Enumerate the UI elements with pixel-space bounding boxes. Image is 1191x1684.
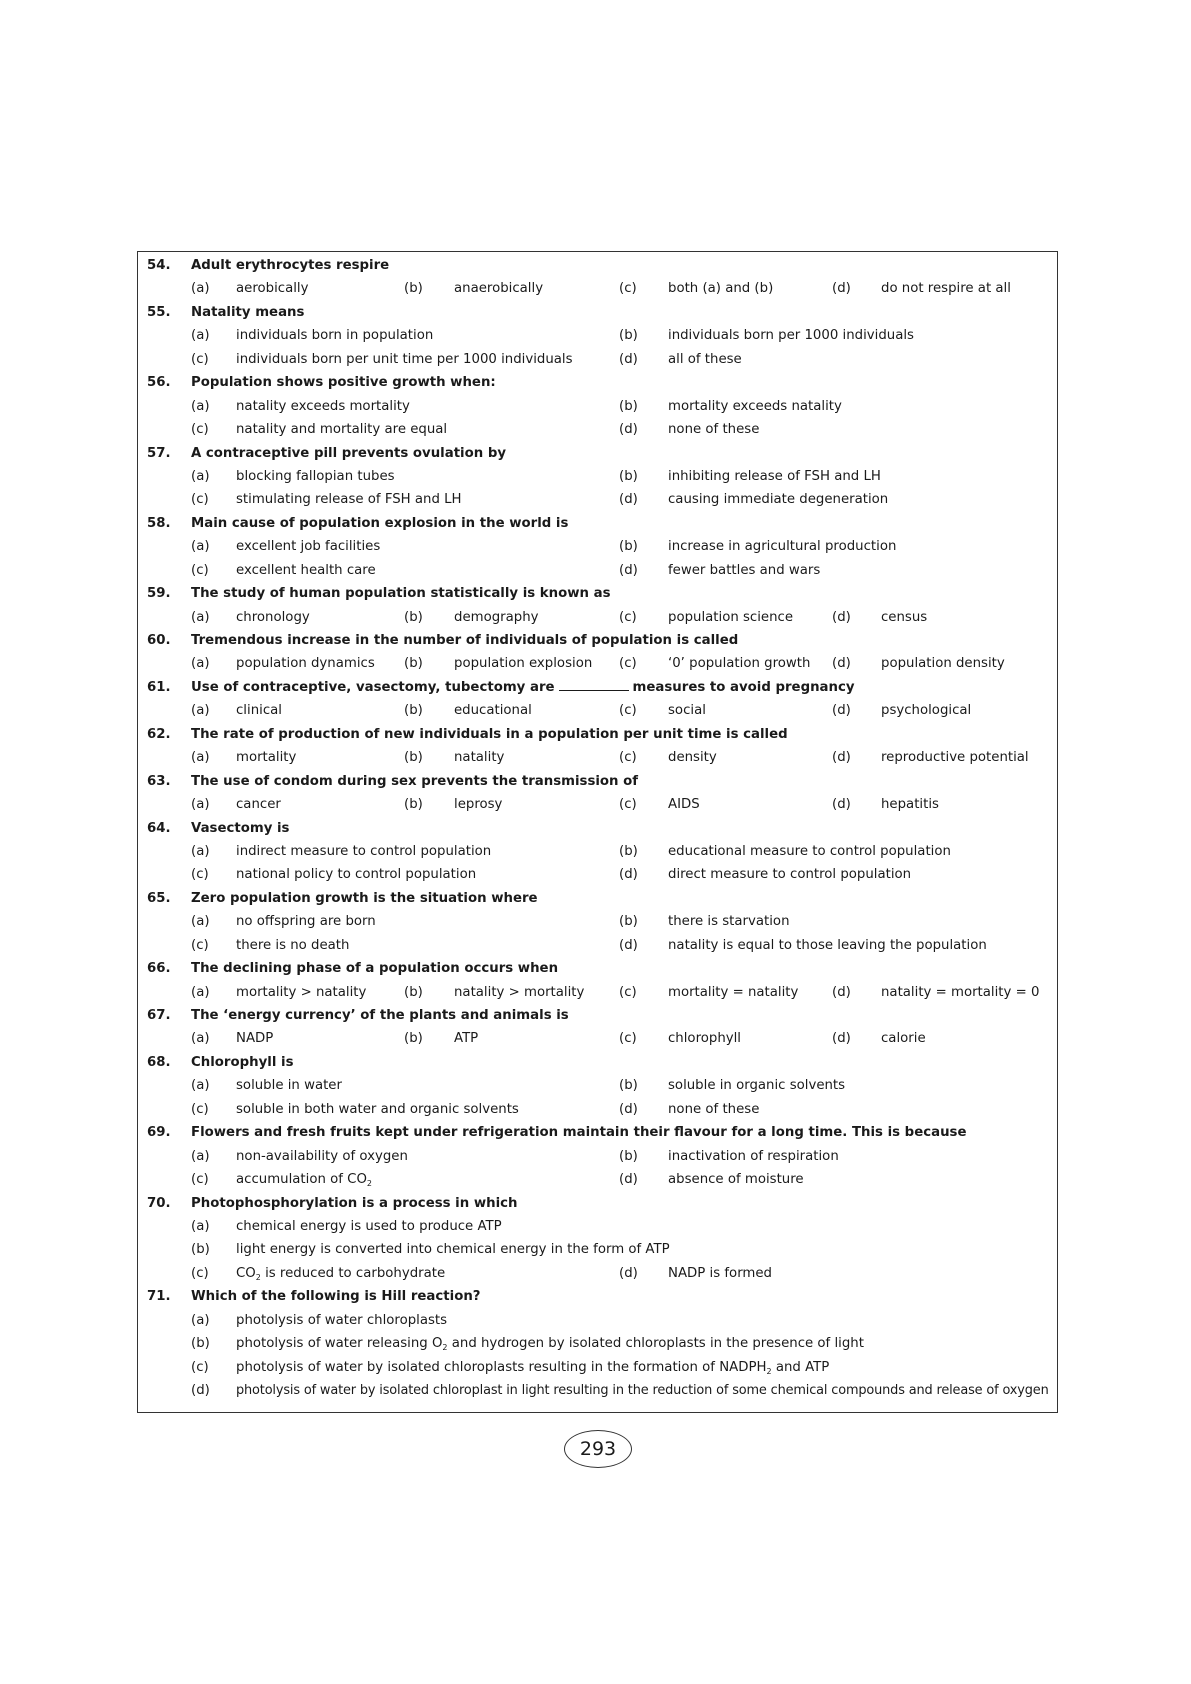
options-row: [138, 1379, 1057, 1402]
question-68: [138, 1051, 1057, 1074]
option-label: (b): [619, 398, 638, 414]
option-text: educational measure to control population: [668, 843, 951, 859]
option-label: (c): [191, 937, 209, 953]
question-70: [138, 1192, 1057, 1215]
option-text: population science: [668, 609, 794, 625]
option-text: no offspring are born: [236, 914, 376, 930]
question-list: [138, 254, 1057, 1402]
option-text: ‘0’ population growth: [668, 656, 811, 672]
options-row: [138, 1145, 1057, 1168]
option-text: social: [668, 703, 706, 719]
question-text: Chlorophyll is: [191, 1054, 294, 1070]
option-label: (c): [191, 1172, 209, 1188]
option-text: non-availability of oxygen: [236, 1148, 408, 1164]
option-text: individuals born in population: [236, 328, 434, 344]
options-row: [138, 606, 1057, 629]
option-text: anaerobically: [454, 281, 544, 297]
question-number: 66.: [147, 961, 171, 977]
fill-blank: [559, 676, 629, 691]
options-row: [138, 1238, 1057, 1261]
options-row: [138, 699, 1057, 722]
options-row: [138, 793, 1057, 816]
option-label: (c): [619, 797, 637, 813]
option-label: (c): [191, 867, 209, 883]
question-60: [138, 629, 1057, 652]
option-label: (c): [619, 656, 637, 672]
option-text: none of these: [668, 1101, 760, 1117]
option-text: [236, 1168, 372, 1191]
question-66: [138, 957, 1057, 980]
option-text: there is no death: [236, 937, 350, 953]
option-label: (d): [619, 1172, 638, 1188]
subscript: 2: [255, 1272, 261, 1282]
options-row: [138, 559, 1057, 582]
option-text: chemical energy is used to produce ATP: [236, 1218, 502, 1234]
options-row: [138, 1309, 1057, 1332]
options-row: [138, 934, 1057, 957]
option-label: (c): [191, 351, 209, 367]
option-label: (b): [619, 914, 638, 930]
option-text: excellent health care: [236, 562, 376, 578]
subscript: 2: [766, 1366, 772, 1376]
option-text: none of these: [668, 422, 760, 438]
option-label: (c): [619, 609, 637, 625]
option-label: (b): [404, 1031, 423, 1047]
question-54: [138, 254, 1057, 277]
option-text: natality > mortality: [454, 984, 585, 1000]
option-text: there is starvation: [668, 914, 790, 930]
question-number: 71.: [147, 1289, 171, 1305]
option-label: (a): [191, 843, 210, 859]
option-text: mortality: [236, 750, 297, 766]
question-text: Natality means: [191, 304, 305, 320]
option-text: all of these: [668, 351, 742, 367]
option-label: (b): [191, 1242, 210, 1258]
question-text: The use of condom during sex prevents the transmission of: [191, 773, 639, 789]
option-text: natality = mortality = 0: [881, 984, 1040, 1000]
option-label: (c): [619, 1031, 637, 1047]
option-text: national policy to control population: [236, 867, 477, 883]
options-row: [138, 1215, 1057, 1238]
option-text: aerobically: [236, 281, 309, 297]
option-label: (a): [191, 703, 210, 719]
option-label: (b): [619, 539, 638, 555]
question-text: The study of human population statistically is known as: [191, 586, 611, 602]
option-text: hepatitis: [881, 797, 939, 813]
question-62: [138, 723, 1057, 746]
option-text: fewer battles and wars: [668, 562, 821, 578]
option-label: (d): [832, 750, 851, 766]
options-row: [138, 1356, 1057, 1379]
option-text: indirect measure to control population: [236, 843, 492, 859]
option-text: photolysis of water by isolated chloroplast in light resulting in the reduction of some chemical compounds and release of oxygen: [236, 1383, 1049, 1398]
question-text: Adult erythrocytes respire: [191, 258, 390, 273]
option-text: excellent job facilities: [236, 539, 381, 555]
options-row: [138, 840, 1057, 863]
option-label: (c): [191, 1265, 209, 1281]
option-text: calorie: [881, 1031, 926, 1047]
question-61: [138, 676, 1057, 699]
option-text: blocking fallopian tubes: [236, 468, 395, 484]
option-label: (a): [191, 1312, 210, 1328]
option-label: (a): [191, 609, 210, 625]
option-label: (a): [191, 1078, 210, 1094]
option-text: soluble in organic solvents: [668, 1078, 846, 1094]
option-label: (a): [191, 1031, 210, 1047]
option-label: (b): [619, 1148, 638, 1164]
option-text-part: is reduced to carbohydrate: [260, 1265, 446, 1281]
options-row: [138, 395, 1057, 418]
option-text-part: photolysis of water releasing O: [236, 1336, 443, 1352]
question-number: 69.: [147, 1125, 171, 1141]
option-label: (d): [619, 562, 638, 578]
question-text-before: Use of contraceptive, vasectomy, tubectomy are: [191, 679, 555, 695]
option-text: NADP: [236, 1031, 274, 1047]
question-text: [191, 676, 855, 699]
option-label: (c): [619, 750, 637, 766]
option-text: leprosy: [454, 797, 503, 813]
question-number: 61.: [147, 679, 171, 695]
question-65: [138, 887, 1057, 910]
option-label: (a): [191, 281, 210, 297]
options-row: [138, 910, 1057, 933]
options-row: [138, 1262, 1057, 1285]
options-row: [138, 1027, 1057, 1050]
option-text-part: accumulation of CO: [236, 1172, 367, 1188]
question-text-after: measures to avoid pregnancy: [632, 679, 855, 695]
option-label: (d): [619, 867, 638, 883]
option-label: (d): [619, 937, 638, 953]
question-number: 58.: [147, 515, 171, 531]
option-text: reproductive potential: [881, 750, 1029, 766]
options-row: [138, 488, 1057, 511]
option-label: (b): [404, 281, 423, 297]
option-label: (a): [191, 1148, 210, 1164]
option-label: (a): [191, 398, 210, 414]
options-row: [138, 1074, 1057, 1097]
option-label: (c): [619, 703, 637, 719]
question-text: Vasectomy is: [191, 820, 290, 836]
question-text: Photophosphorylation is a process in which: [191, 1195, 518, 1211]
question-63: [138, 770, 1057, 793]
question-text: Population shows positive growth when:: [191, 375, 496, 391]
option-label: (a): [191, 468, 210, 484]
option-text: do not respire at all: [881, 281, 1011, 297]
option-text: direct measure to control population: [668, 867, 912, 883]
option-label: (b): [404, 984, 423, 1000]
option-text: educational: [454, 703, 532, 719]
question-number: 55.: [147, 304, 171, 320]
option-text: absence of moisture: [668, 1172, 804, 1188]
options-row: [138, 746, 1057, 769]
option-text: AIDS: [668, 797, 700, 813]
question-69: [138, 1121, 1057, 1144]
option-text: natality and mortality are equal: [236, 422, 448, 438]
option-text: census: [881, 609, 928, 625]
option-label: (a): [191, 1218, 210, 1234]
option-text: demography: [454, 609, 539, 625]
option-label: (d): [832, 609, 851, 625]
subscript: 2: [442, 1343, 448, 1353]
option-label: (d): [832, 1031, 851, 1047]
question-text: Zero population growth is the situation where: [191, 890, 538, 906]
question-number: 59.: [147, 586, 171, 602]
question-number: 62.: [147, 726, 171, 742]
option-text: ATP: [454, 1031, 479, 1047]
option-text: density: [668, 750, 717, 766]
question-64: [138, 817, 1057, 840]
question-59: [138, 582, 1057, 605]
options-row: [138, 1332, 1057, 1355]
option-text: causing immediate degeneration: [668, 492, 889, 508]
option-label: (c): [191, 1101, 209, 1117]
option-text: mortality = natality: [668, 984, 799, 1000]
option-label: (c): [191, 562, 209, 578]
option-label: (d): [619, 1101, 638, 1117]
option-label: (d): [619, 1265, 638, 1281]
option-text-part: and ATP: [771, 1359, 830, 1375]
question-number: 68.: [147, 1054, 171, 1070]
option-label: (b): [404, 609, 423, 625]
question-number: 54.: [147, 258, 171, 273]
option-label: (d): [832, 984, 851, 1000]
option-label: (b): [191, 1336, 210, 1352]
option-label: (c): [191, 1359, 209, 1375]
option-label: (c): [191, 422, 209, 438]
questions-box: [137, 251, 1058, 1413]
option-label: (b): [619, 1078, 638, 1094]
option-text: population density: [881, 656, 1005, 672]
options-row: [138, 465, 1057, 488]
option-text: natality is equal to those leaving the population: [668, 937, 987, 953]
question-text: The ‘energy currency’ of the plants and animals is: [191, 1008, 569, 1023]
option-text: individuals born per unit time per 1000 individuals: [236, 351, 573, 367]
option-text: NADP is formed: [668, 1265, 772, 1281]
option-text: soluble in both water and organic solvents: [236, 1101, 519, 1117]
option-text-part: photolysis of water by isolated chloroplasts resulting in the formation of NADPH: [236, 1359, 767, 1375]
option-text: mortality exceeds natality: [668, 398, 842, 414]
option-label: (b): [619, 468, 638, 484]
question-text: Flowers and fresh fruits kept under refrigeration maintain their flavour for a long time. This is because: [191, 1125, 967, 1141]
options-row: [138, 863, 1057, 886]
option-text: light energy is converted into chemical energy in the form of ATP: [236, 1242, 670, 1258]
option-label: (a): [191, 656, 210, 672]
option-label: (a): [191, 328, 210, 344]
option-text: population explosion: [454, 656, 593, 672]
question-58: [138, 512, 1057, 535]
options-row: [138, 277, 1057, 300]
option-label: (a): [191, 914, 210, 930]
option-label: (b): [619, 328, 638, 344]
option-text: clinical: [236, 703, 282, 719]
option-text: natality exceeds mortality: [236, 398, 410, 414]
option-text: inhibiting release of FSH and LH: [668, 468, 881, 484]
subscript: 2: [366, 1179, 373, 1189]
question-number: 65.: [147, 890, 171, 906]
option-label: (a): [191, 750, 210, 766]
option-text: photolysis of water chloroplasts: [236, 1312, 448, 1328]
option-label: (d): [832, 656, 851, 672]
question-number: 56.: [147, 375, 171, 391]
option-text: [236, 1332, 864, 1355]
question-56: [138, 371, 1057, 394]
option-label: (c): [191, 492, 209, 508]
option-text: soluble in water: [236, 1078, 342, 1094]
question-text: Which of the following is Hill reaction?: [191, 1289, 481, 1305]
option-text: cancer: [236, 797, 281, 813]
option-label: (b): [404, 797, 423, 813]
options-row: [138, 418, 1057, 441]
option-label: (d): [832, 703, 851, 719]
option-text: increase in agricultural production: [668, 539, 897, 555]
option-text-part: CO: [236, 1265, 256, 1281]
question-text: The declining phase of a population occurs when: [191, 961, 559, 977]
question-text: The rate of production of new individuals in a population per unit time is called: [191, 726, 788, 742]
question-71: [138, 1285, 1057, 1308]
option-text: [236, 1356, 829, 1379]
option-label: (a): [191, 539, 210, 555]
option-text: inactivation of respiration: [668, 1148, 839, 1164]
option-text-part: and hydrogen by isolated chloroplasts in the presence of light: [447, 1336, 864, 1352]
option-text: stimulating release of FSH and LH: [236, 492, 462, 508]
question-number: 67.: [147, 1008, 171, 1023]
option-label: (d): [619, 492, 638, 508]
option-label: (d): [832, 281, 851, 297]
option-label: (d): [619, 351, 638, 367]
option-text: mortality > natality: [236, 984, 367, 1000]
question-number: 70.: [147, 1195, 171, 1211]
option-text: both (a) and (b): [668, 281, 774, 297]
question-number: 60.: [147, 633, 171, 648]
option-text: chronology: [236, 609, 310, 625]
option-label: (b): [404, 656, 423, 672]
option-label: (a): [191, 984, 210, 1000]
option-text: chlorophyll: [668, 1031, 742, 1047]
option-label: (b): [404, 750, 423, 766]
question-57: [138, 442, 1057, 465]
option-label: (d): [191, 1383, 210, 1398]
options-row: [138, 1168, 1057, 1191]
option-label: (a): [191, 797, 210, 813]
options-row: [138, 1098, 1057, 1121]
options-row: [138, 348, 1057, 371]
question-text: Main cause of population explosion in the world is: [191, 515, 569, 531]
options-row: [138, 981, 1057, 1004]
question-67: [138, 1004, 1057, 1027]
question-text: A contraceptive pill prevents ovulation by: [191, 445, 507, 461]
option-label: (b): [619, 843, 638, 859]
option-label: (d): [832, 797, 851, 813]
option-label: (c): [619, 281, 637, 297]
option-label: (b): [404, 703, 423, 719]
options-row: [138, 652, 1057, 675]
option-text: psychological: [881, 703, 972, 719]
option-text: individuals born per 1000 individuals: [668, 328, 914, 344]
question-text: Tremendous increase in the number of individuals of population is called: [191, 633, 739, 648]
option-text: population dynamics: [236, 656, 375, 672]
option-label: (c): [619, 984, 637, 1000]
question-number: 57.: [147, 445, 171, 461]
question-number: 64.: [147, 820, 171, 836]
question-55: [138, 301, 1057, 324]
options-row: [138, 324, 1057, 347]
option-text: [236, 1262, 445, 1285]
page-number: 293: [564, 1430, 632, 1468]
option-text: natality: [454, 750, 505, 766]
option-label: (d): [619, 422, 638, 438]
options-row: [138, 535, 1057, 558]
question-number: 63.: [147, 773, 171, 789]
